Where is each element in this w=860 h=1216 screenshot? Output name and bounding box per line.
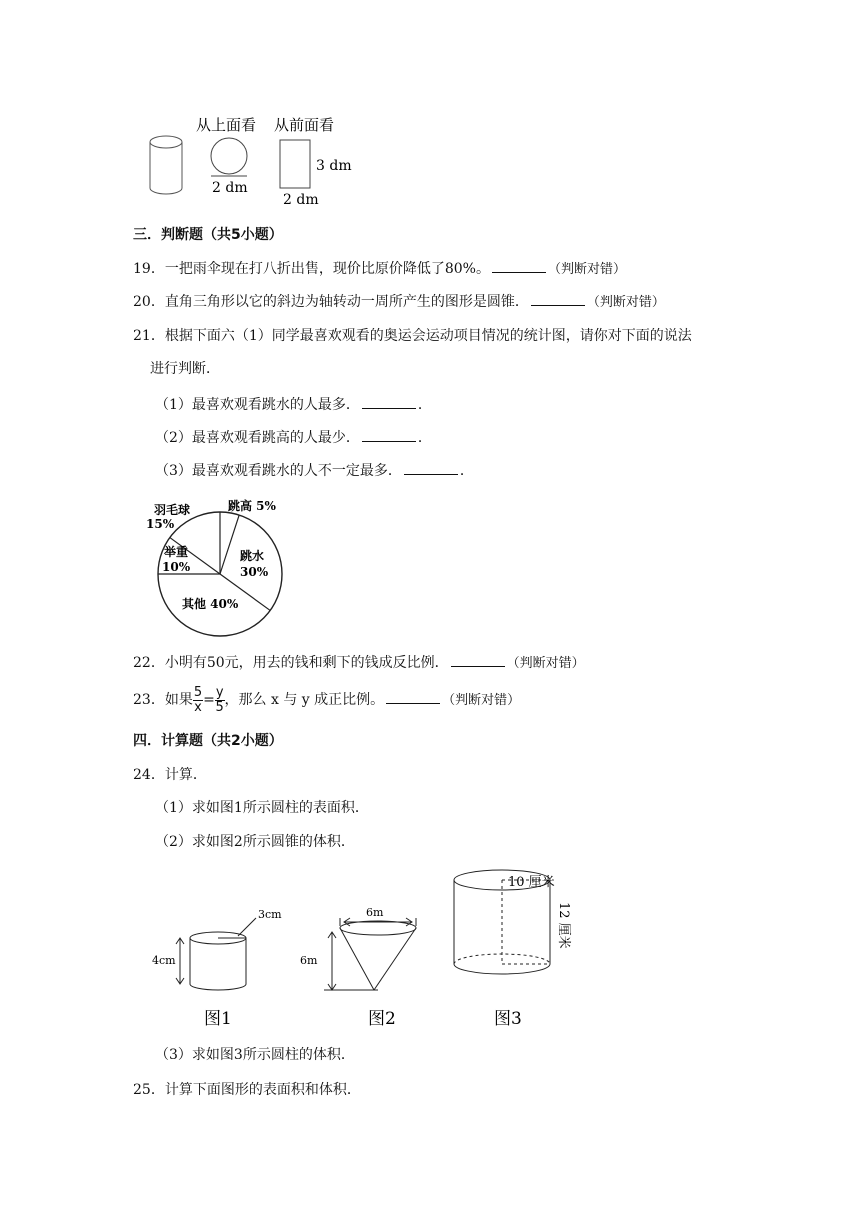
pie-label-跳水: 30%: [240, 565, 269, 579]
q23-prefix: 如果: [164, 692, 193, 708]
question-19: [133, 260, 626, 279]
question-23: [133, 683, 520, 718]
question-20: [133, 293, 665, 312]
q24-number: 24．: [133, 767, 165, 783]
figure-2-cone: [300, 906, 416, 1029]
q21-item-3-end: ．: [459, 463, 474, 479]
dim-width: 2 dm: [283, 192, 319, 208]
q21-text-line1: 根据下面六（1）同学最喜欢观看的奥运会运动项目情况的统计图，请你对下面的说法: [164, 328, 692, 344]
q23-frac1-num: 5: [193, 684, 203, 700]
q21-item-3: [155, 462, 474, 480]
fig2-caption: 图2: [368, 1009, 396, 1029]
q23-equals: =: [203, 692, 215, 708]
q21-item-3-text: （3）最喜欢观看跳水的人不一定最多．: [155, 463, 402, 479]
figure-3-cylinder: [454, 870, 572, 1029]
q21-item-2-blank[interactable]: [362, 429, 416, 442]
q21-item-1-text: （1）最喜欢观看跳水的人最多．: [155, 397, 360, 413]
pie-chart: [140, 490, 300, 638]
pie-label-跳水-name: 跳水: [240, 549, 265, 563]
q21-item-1: [155, 396, 432, 414]
q23-suffix: ，那么 x 与 y 成正比例。: [224, 692, 385, 708]
q21-number: 21．: [133, 328, 165, 344]
q21-item-1-end: ．: [417, 397, 432, 413]
q23-number: 23．: [133, 692, 165, 708]
pie-label-羽毛球-name: 羽毛球: [154, 503, 191, 517]
section-title-calculation: 四．计算题（共2小题）: [133, 733, 283, 749]
q21-item-3-blank[interactable]: [404, 462, 458, 475]
q19-hint: （判断对错）: [547, 262, 626, 277]
pie-boundary-跳水: [220, 515, 239, 574]
q23-fraction-2: [215, 686, 225, 715]
pie-label-举重: 10%: [162, 560, 191, 574]
q21-item-2-end: ．: [417, 430, 432, 446]
question-21: [133, 327, 692, 345]
q23-frac1-den: x: [194, 699, 202, 715]
q20-text: 直角三角形以它的斜边为轴转动一周所产生的图形是圆锥．: [164, 294, 529, 310]
fig1-caption: 图1: [204, 1009, 232, 1029]
figures-geometry: [140, 866, 580, 1036]
q24-item-1: （1）求如图1所示圆柱的表面积．: [155, 800, 369, 816]
pie-label-羽毛球: 15%: [146, 517, 175, 531]
fig3-height-label: 12 厘米: [556, 902, 571, 949]
q19-answer-blank[interactable]: [492, 260, 546, 273]
fig1-radius-label: 3cm: [258, 908, 282, 921]
q23-hint: （判断对错）: [442, 693, 521, 708]
q23-answer-blank[interactable]: [386, 691, 440, 704]
figure-cylinder-views: [140, 110, 360, 210]
q22-number: 22．: [133, 655, 165, 671]
q19-text: 一把雨伞现在打八折出售，现价比原价降低了80%。: [164, 261, 490, 277]
pie-label-举重-name: 举重: [164, 545, 189, 559]
section-title-judgement: 三．判断题（共5小题）: [133, 227, 283, 243]
fig2-height-label: 6m: [300, 954, 318, 967]
q22-answer-blank[interactable]: [451, 654, 505, 667]
q24-text: 计算．: [164, 767, 207, 783]
question-24: [133, 766, 207, 784]
q20-answer-blank[interactable]: [531, 293, 585, 306]
q25-text: 计算下面图形的表面积和体积．: [164, 1082, 361, 1098]
q22-text: 小明有50元，用去的钱和剩下的钱成反比例．: [164, 655, 449, 671]
label-front-view: 从前面看: [274, 116, 335, 134]
q24-item-3: （3）求如图3所示圆柱的体积．: [155, 1047, 355, 1063]
q23-fraction-1: [193, 686, 203, 715]
fig3-radius-label: 10 厘米: [508, 875, 555, 890]
pie-label-跳高: 跳高 5%: [228, 499, 276, 513]
fig1-height-label: 4cm: [152, 954, 176, 967]
q25-number: 25．: [133, 1082, 165, 1098]
q20-number: 20．: [133, 294, 165, 310]
q23-frac2-den: 5: [215, 699, 224, 715]
q21-item-1-blank[interactable]: [362, 396, 416, 409]
question-22: [133, 654, 585, 673]
q24-item-2: （2）求如图2所示圆锥的体积．: [155, 834, 355, 850]
q22-hint: （判断对错）: [506, 656, 585, 671]
pie-label-其他: 其他 40%: [182, 597, 239, 611]
question-25: [133, 1081, 361, 1099]
q19-number: 19．: [133, 261, 165, 277]
q21-item-2-text: （2）最喜欢观看跳高的人最少．: [155, 430, 360, 446]
figure-1-cylinder: [152, 908, 282, 1029]
fig2-diameter-label: 6m: [366, 906, 384, 919]
fig3-caption: 图3: [494, 1009, 522, 1029]
q20-hint: （判断对错）: [586, 295, 665, 310]
q21-item-2: [155, 429, 432, 447]
q21-text-line2: 进行判断．: [150, 361, 220, 377]
label-top-view: 从上面看: [196, 116, 257, 134]
dim-diameter: 2 dm: [212, 180, 248, 196]
q23-frac2-num: y: [215, 684, 224, 700]
dim-height: 3 dm: [316, 158, 352, 174]
